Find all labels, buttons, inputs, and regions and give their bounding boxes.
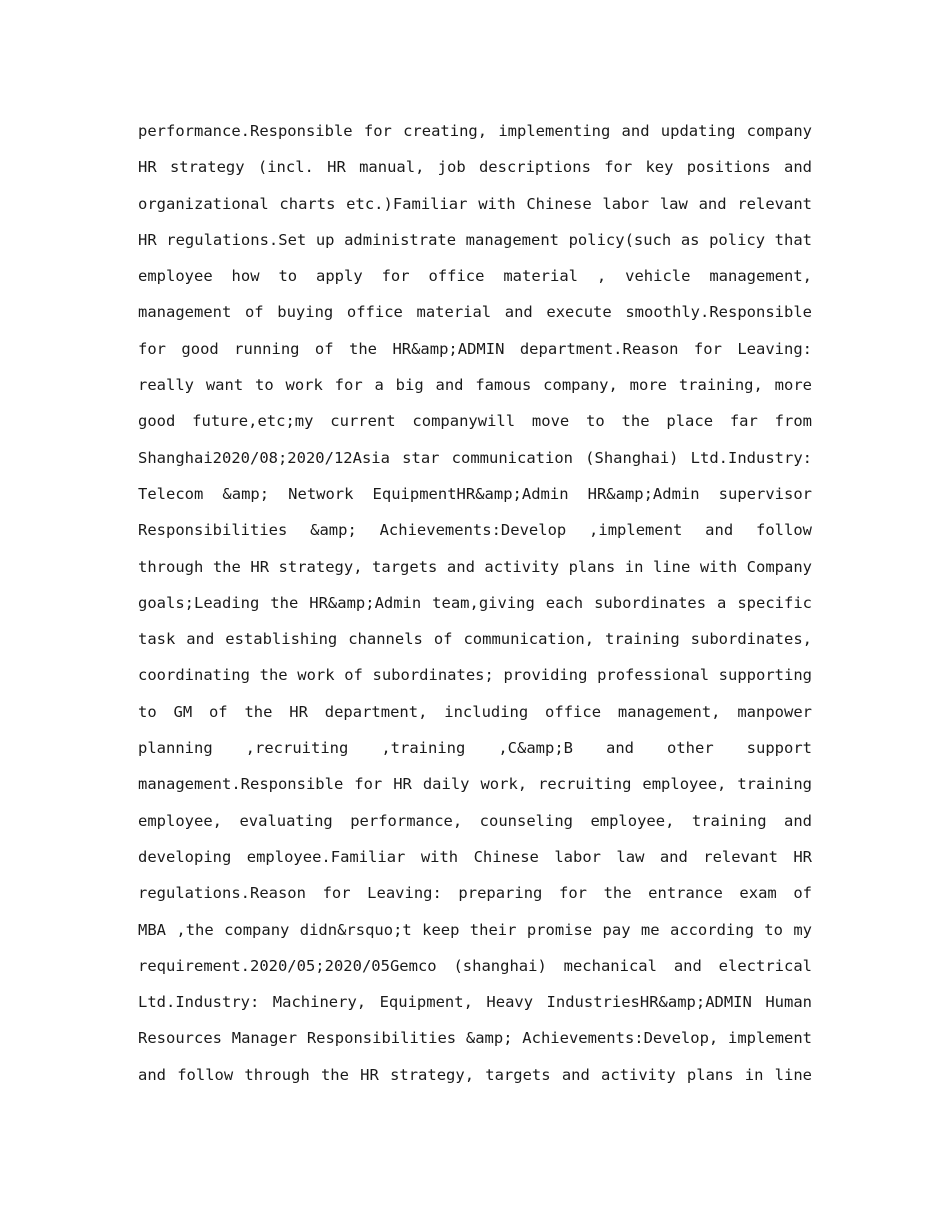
text-line: for good running of the HR&amp;ADMIN department.Reason for Leaving: [138, 339, 812, 358]
text-line: task and establishing channels of communication, training subordinates, [138, 630, 812, 649]
text-line: coordinating the work of subordinates; providing professional supporting [138, 666, 812, 685]
text-line: employee how to apply for office material , vehicle management, [138, 267, 812, 286]
text-line: Responsibilities &amp; Achievements:Develop ,implement and follow [138, 521, 812, 540]
text-line: Shanghai2020/08;2020/12Asia star communication (Shanghai) Ltd.Industry: [138, 448, 812, 467]
text-line: regulations.Reason for Leaving: preparing for the entrance exam of [138, 884, 812, 903]
text-line: employee, evaluating performance, counseling employee, training and [138, 811, 812, 830]
text-line: planning ,recruiting ,training ,C&amp;B and other support [138, 739, 812, 758]
text-line: goals;Leading the HR&amp;Admin team,giving each subordinates a specific [138, 593, 812, 612]
text-line: developing employee.Familiar with Chinese labor law and relevant HR [138, 847, 812, 866]
text-line: and follow through the HR strategy, targets and activity plans in line [138, 1065, 812, 1084]
text-line: Telecom &amp; Network EquipmentHR&amp;Admin HR&amp;Admin supervisor [138, 484, 812, 503]
text-line: performance.Responsible for creating, implementing and updating company [138, 122, 812, 140]
text-line: through the HR strategy, targets and activity plans in line with Company [138, 557, 812, 576]
text-line: to GM of the HR department, including office management, manpower [138, 702, 812, 721]
text-line: requirement.2020/05;2020/05Gemco (shanghai) mechanical and electrical [138, 956, 812, 975]
body-text [138, 113, 812, 1093]
text-line: HR strategy (incl. HR manual, job descriptions for key positions and [138, 158, 812, 177]
text-line: really want to work for a big and famous company, more training, more [138, 376, 812, 395]
text-line: HR regulations.Set up administrate management policy(such as policy that [138, 230, 812, 249]
text-line: good future,etc;my current companywill move to the place far from [138, 412, 812, 431]
text-line: management of buying office material and execute smoothly.Responsible [138, 303, 812, 322]
text-line: Resources Manager Responsibilities &amp; Achievements:Develop, implement [138, 1029, 812, 1048]
text-line: Ltd.Industry: Machinery, Equipment, Heavy IndustriesHR&amp;ADMIN Human [138, 993, 812, 1012]
text-line: organizational charts etc.)Familiar with Chinese labor law and relevant [138, 194, 812, 213]
text-line: MBA ,the company didn&rsquo;t keep their promise pay me according to my [138, 920, 812, 939]
text-line: management.Responsible for HR daily work, recruiting employee, training [138, 775, 812, 794]
